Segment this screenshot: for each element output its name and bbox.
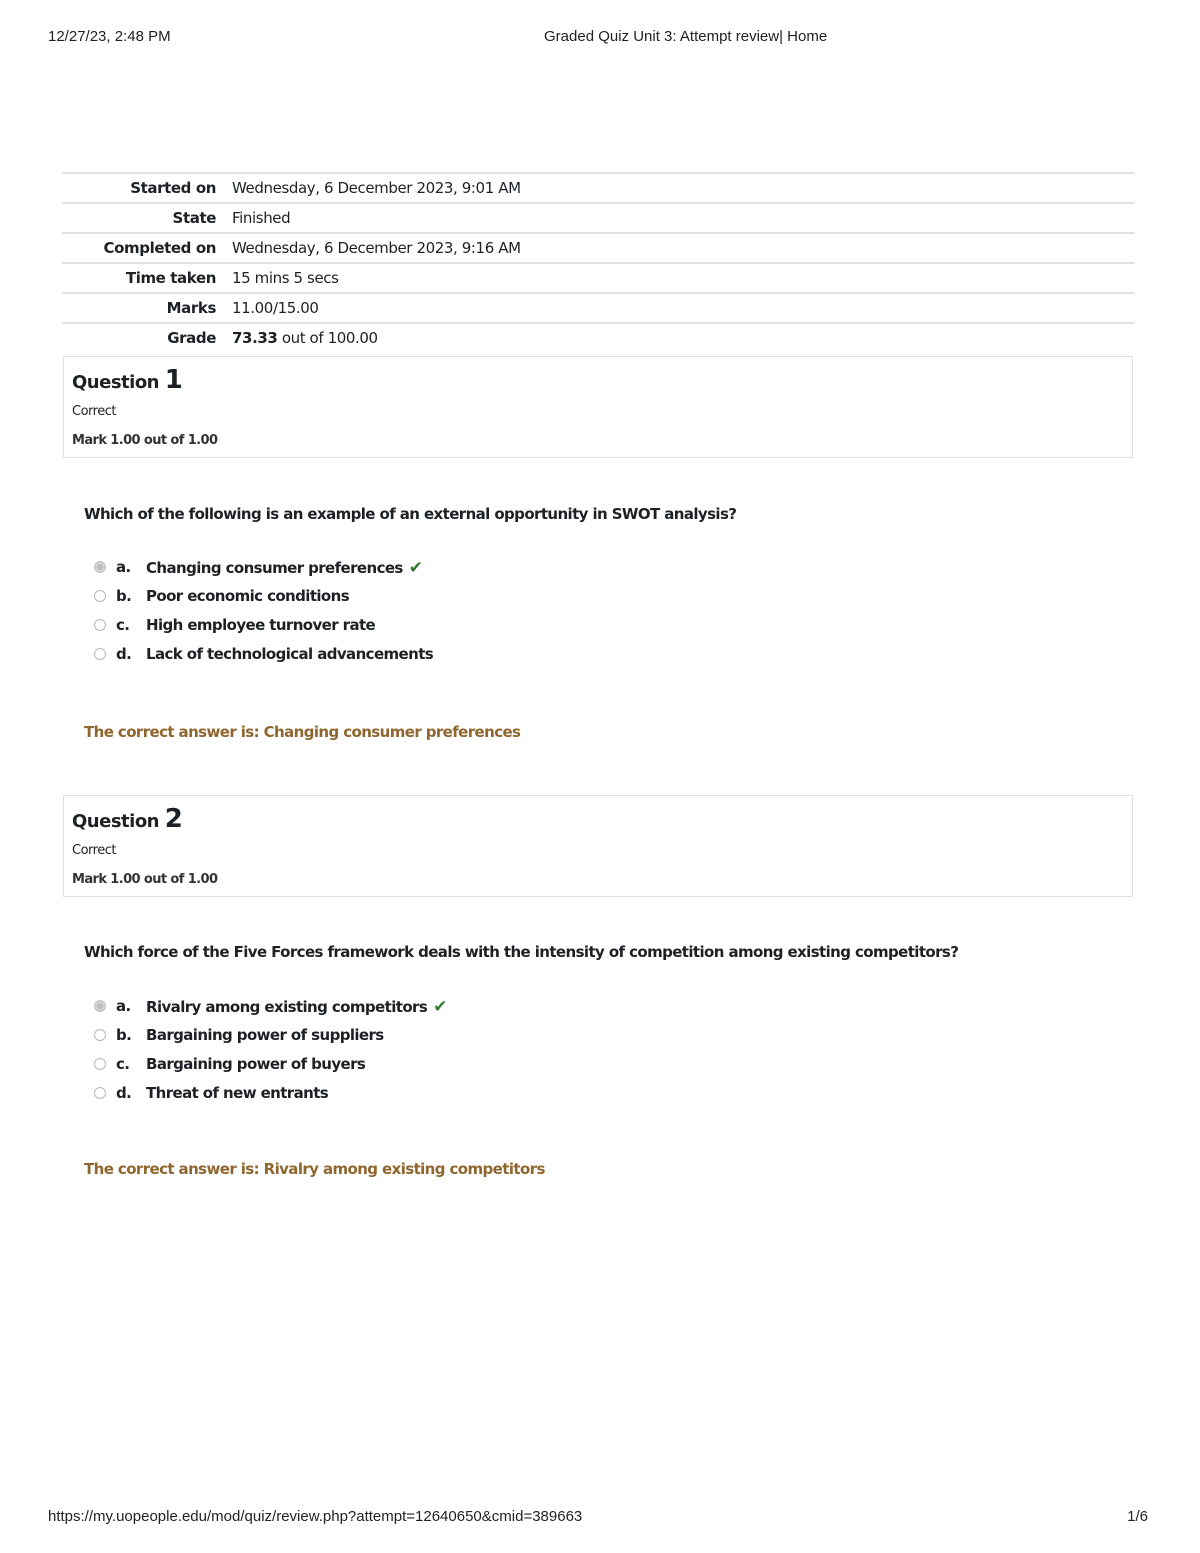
right-answer-feedback-1: The correct answer is: Changing consumer preferences <box>84 723 521 741</box>
summary-label: Time taken <box>125 269 216 287</box>
question-grade: Mark 1.00 out of 1.00 <box>72 872 218 887</box>
answer-letter: d. <box>116 1084 132 1102</box>
answer-text <box>146 558 422 578</box>
radio-button[interactable] <box>94 1058 106 1070</box>
summary-value: 11.00/15.00 <box>232 299 319 317</box>
radio-button[interactable] <box>94 590 106 602</box>
question-label: Question <box>72 811 159 832</box>
radio-button-checked[interactable] <box>94 561 106 573</box>
summary-label: State <box>172 209 216 227</box>
print-page-title: Graded Quiz Unit 3: Attempt review| Home <box>544 28 828 45</box>
summary-label: Grade <box>167 329 216 347</box>
summary-value: Finished <box>232 209 291 227</box>
summary-row-marks <box>62 293 1135 323</box>
radio-button-checked[interactable] <box>94 1000 106 1012</box>
print-url: https://my.uopeople.edu/mod/quiz/review.php?attempt=12640650&cmid=389663 <box>48 1508 583 1525</box>
answer-text: Bargaining power of buyers <box>146 1055 366 1073</box>
summary-value: 15 mins 5 secs <box>232 269 339 287</box>
question-text-1: Which of the following is an example of an external opportunity in SWOT analysis? <box>84 505 737 523</box>
question-number-value: 1 <box>164 365 183 395</box>
print-page-number: 1/6 <box>1127 1508 1148 1525</box>
answer-text: High employee turnover rate <box>146 616 376 634</box>
answer-label: Rivalry among existing competitors <box>146 998 428 1016</box>
summary-row-time-taken <box>62 263 1135 293</box>
summary-row-state <box>62 203 1135 233</box>
summary-value: Wednesday, 6 December 2023, 9:16 AM <box>232 239 521 257</box>
answer-letter: b. <box>116 1026 132 1044</box>
summary-label: Marks <box>166 299 216 317</box>
question-number <box>72 804 182 834</box>
answer-letter: b. <box>116 587 132 605</box>
radio-button[interactable] <box>94 648 106 660</box>
attempt-summary-table <box>62 172 1135 352</box>
summary-value <box>232 323 1135 352</box>
question-text-2: Which force of the Five Forces framework deals with the intensity of competition among existing competitors? <box>84 943 959 961</box>
grade-out-of: out of 100.00 <box>281 329 378 347</box>
summary-row-grade <box>62 323 1135 352</box>
answer-text: Bargaining power of suppliers <box>146 1026 384 1044</box>
print-datetime: 12/27/23, 2:48 PM <box>48 28 171 45</box>
answer-text <box>146 997 447 1017</box>
summary-row-completed <box>62 233 1135 263</box>
summary-row-started <box>62 173 1135 203</box>
check-icon: ✔ <box>433 997 447 1017</box>
question-state: Correct <box>72 404 116 419</box>
answer-text: Lack of technological advancements <box>146 645 434 663</box>
question-number-value: 2 <box>164 804 183 834</box>
radio-button[interactable] <box>94 1087 106 1099</box>
answer-letter: a. <box>116 997 131 1015</box>
radio-button[interactable] <box>94 1029 106 1041</box>
summary-value: Wednesday, 6 December 2023, 9:01 AM <box>232 179 521 197</box>
answer-letter: c. <box>116 1055 130 1073</box>
answer-label: Changing consumer preferences <box>146 559 403 577</box>
summary-label: Completed on <box>103 239 216 257</box>
answer-text: Threat of new entrants <box>146 1084 329 1102</box>
question-state: Correct <box>72 843 116 858</box>
grade-score: 73.33 <box>232 329 278 347</box>
radio-button[interactable] <box>94 619 106 631</box>
answer-letter: c. <box>116 616 130 634</box>
question-info-1 <box>63 356 1133 458</box>
answer-letter: d. <box>116 645 132 663</box>
answer-letter: a. <box>116 558 131 576</box>
question-grade: Mark 1.00 out of 1.00 <box>72 433 218 448</box>
question-label: Question <box>72 372 159 393</box>
question-info-2 <box>63 795 1133 897</box>
answer-text: Poor economic conditions <box>146 587 350 605</box>
question-number <box>72 365 182 395</box>
summary-label: Started on <box>130 179 216 197</box>
right-answer-feedback-2: The correct answer is: Rivalry among existing competitors <box>84 1160 545 1178</box>
check-icon: ✔ <box>408 558 423 578</box>
